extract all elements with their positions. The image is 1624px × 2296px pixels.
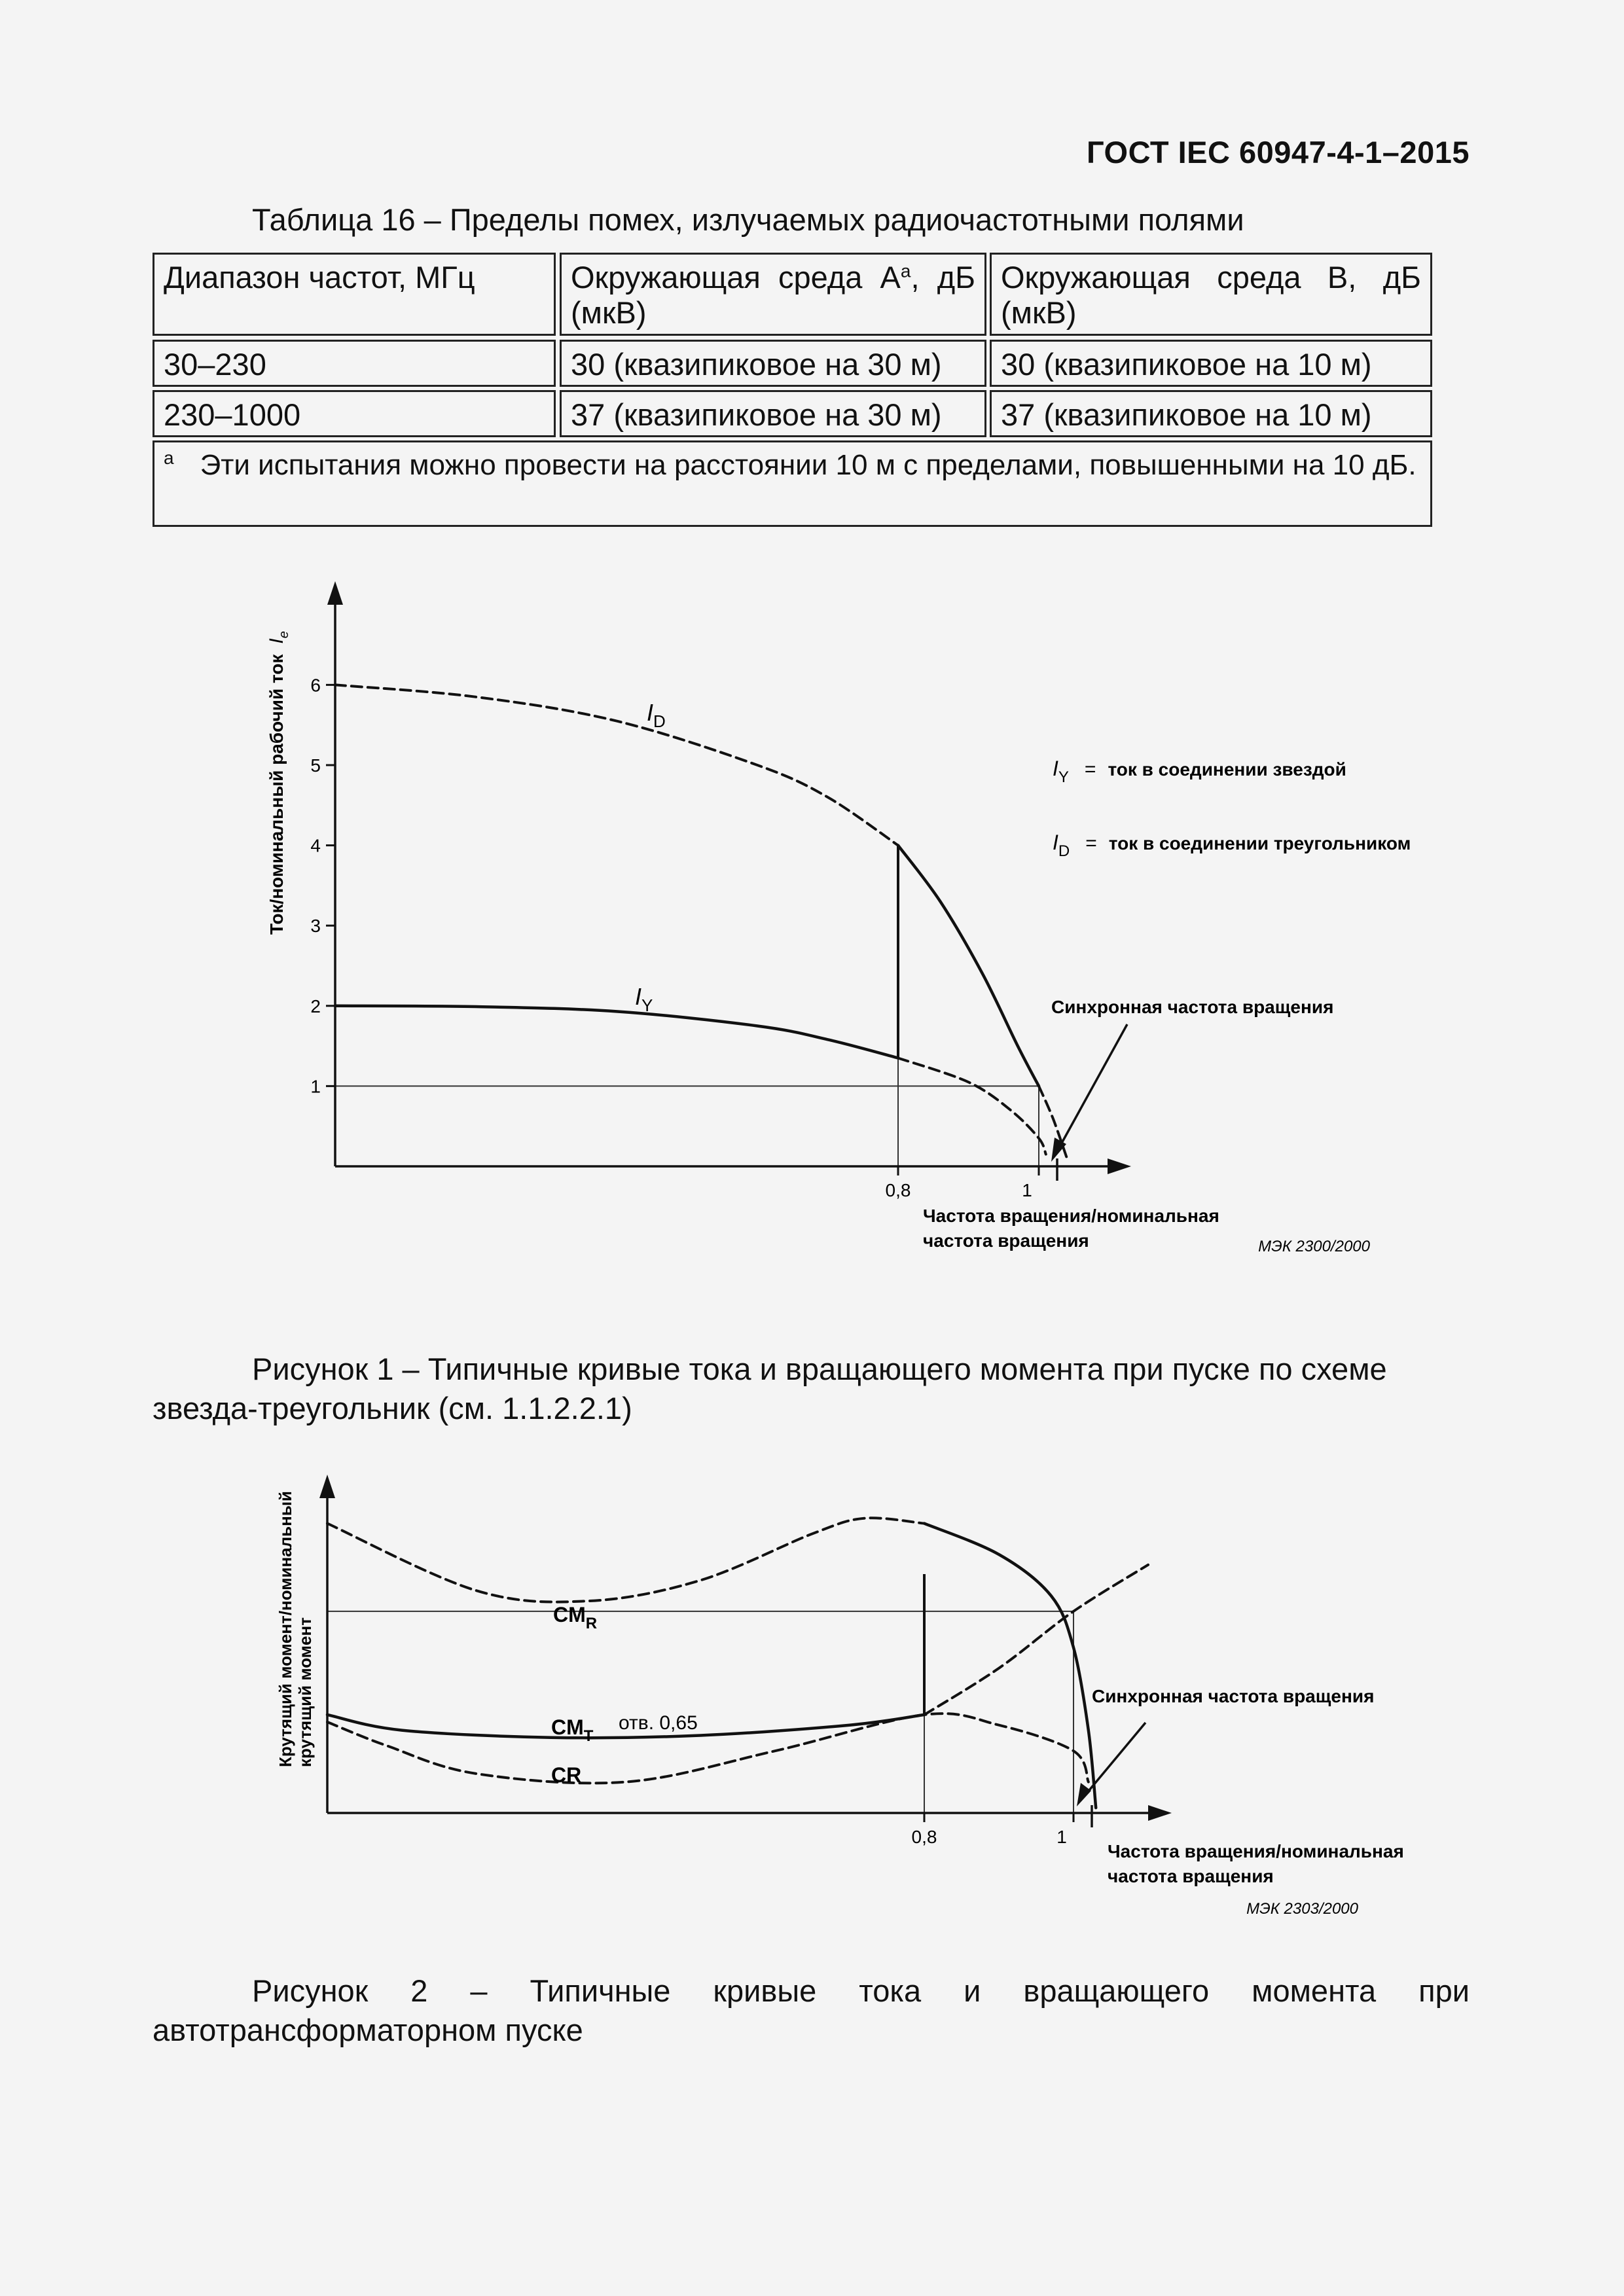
series-line-i-d <box>898 846 1039 1086</box>
x-tick-label: 0,8 <box>911 1827 937 1847</box>
figure-2-caption-line2: автотрансформаторном пуске <box>153 2013 583 2047</box>
figure-2-caption-line1: Рисунок 2 – Типичные кривые тока и вращающего момента при <box>252 1973 1470 2008</box>
table-cell: 30 (квазипиковое на 10 м) <box>990 340 1432 387</box>
x-tick-label: 0,8 <box>885 1180 911 1200</box>
figure-reference: МЭК 2300/2000 <box>1258 1238 1370 1255</box>
header-env-b-text: Окружающая среда B, дБ (мкВ) <box>1001 260 1421 330</box>
table-cell: 37 (квазипиковое на 10 м) <box>990 390 1432 437</box>
y-axis-label: Ток/номинальный рабочий токI$_e$ <box>266 631 291 935</box>
header-frequency-text: Диапазон частот, МГц <box>164 260 475 295</box>
annotation-synchronous-speed: Синхронная частота вращения <box>1092 1686 1375 1706</box>
header-env-a-unit: , дБ (мкВ) <box>571 260 976 330</box>
y-axis-label-line1: Крутящий момент/номинальный <box>276 1490 295 1767</box>
annotation-arrow <box>1060 1024 1127 1145</box>
table-cell: 30–230 <box>153 340 556 387</box>
figure-1-caption-line1: Рисунок 1 – Типичные кривые тока и вращающего момента при пуске по схеме <box>252 1352 1387 1386</box>
y-tick-label: 2 <box>310 996 321 1016</box>
header-env-a-text: Окружающая среда A <box>571 260 901 295</box>
footnote-mark: a <box>164 448 174 469</box>
x-tick-label: 1 <box>1056 1827 1067 1847</box>
footnote-text: Эти испытания можно провести на расстоянии 10 м с пределами, повышенными на 10 дБ. <box>200 449 1416 481</box>
table-caption: Таблица 16 – Пределы помех, излучаемых радиочастотными полями <box>252 202 1244 237</box>
series-line-cm-r <box>327 1518 924 1602</box>
annotation-arrowhead <box>1077 1783 1091 1806</box>
y-tick-label: 1 <box>310 1076 321 1097</box>
y-axis-label-line2: крутящий момент <box>295 1617 315 1767</box>
figure-2-chart <box>0 1440 1624 1937</box>
y-tick-label: 5 <box>310 755 321 776</box>
series-line-i-y <box>898 1058 1046 1155</box>
y-tick-label: 3 <box>310 916 321 937</box>
x-axis-label-line1: Частота вращения/номинальная <box>1108 1841 1404 1861</box>
x-axis-label-line2: частота вращения <box>923 1230 1089 1251</box>
series-line-i-y <box>335 1006 898 1058</box>
x-axis-label-line1: Частота вращения/номинальная <box>923 1206 1219 1226</box>
y-tick-label: 4 <box>310 835 321 856</box>
series-label-i-y: $I_Y$ <box>635 983 653 1015</box>
x-axis-arrow <box>1108 1158 1131 1174</box>
annotation-rating: отв. 0,65 <box>619 1712 698 1734</box>
series-line-cr <box>327 1713 1089 1783</box>
legend-item: $I_Y$ = ток в соединении звездой <box>1053 757 1346 786</box>
header-env-a-footnote-mark: a <box>900 260 911 281</box>
y-axis-arrow <box>327 581 343 605</box>
series-label-cm-r: $CM_R$ <box>553 1603 598 1632</box>
x-axis-arrow <box>1148 1805 1172 1821</box>
y-axis-arrow <box>319 1475 335 1498</box>
series-line-i-d <box>335 685 898 845</box>
table-cell: 230–1000 <box>153 390 556 437</box>
table-cell: 30 (квазипиковое на 30 м) <box>560 340 986 387</box>
series-line-cm-r <box>924 1524 1096 1808</box>
series-label-i-d: $I_D$ <box>647 699 666 731</box>
series-label-cr: CR <box>551 1763 582 1787</box>
annotation-synchronous-speed: Синхронная частота вращения <box>1051 997 1334 1017</box>
series-label-cm-t: $CM_T$ <box>551 1715 594 1745</box>
annotation-arrow <box>1087 1723 1146 1793</box>
x-tick-label: 1 <box>1022 1180 1032 1200</box>
table-cell: 37 (квазипиковое на 30 м) <box>560 390 986 437</box>
legend-item: $I_D$ = ток в соединении треугольником <box>1053 831 1411 860</box>
y-tick-label: 6 <box>310 675 321 696</box>
document-code: ГОСТ IEC 60947-4-1–2015 <box>1086 135 1470 170</box>
figure-1-caption-line2: звезда-треугольник (см. 1.1.2.2.1) <box>153 1391 632 1426</box>
figure-reference: МЭК 2303/2000 <box>1246 1900 1358 1918</box>
x-axis-label-line2: частота вращения <box>1108 1866 1274 1886</box>
